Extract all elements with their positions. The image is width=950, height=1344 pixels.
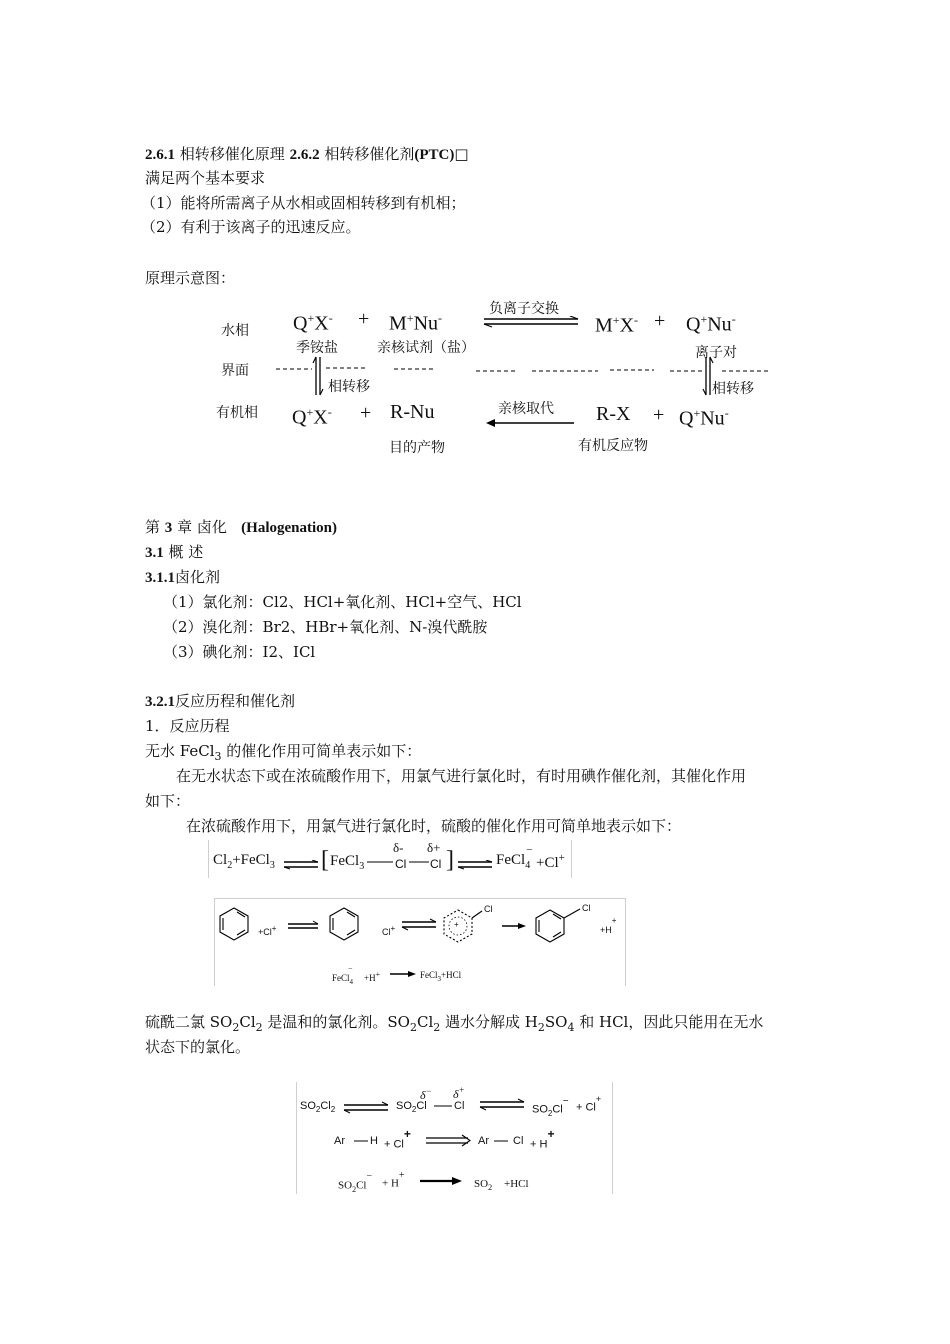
equation-fecl3-activation: [208, 840, 572, 878]
hcl-product: +HCl: [504, 1178, 529, 1190]
proton-r3: + H+: [382, 1170, 405, 1190]
complex-fecl3: FeCl$_3$: [330, 853, 365, 872]
anion-exchange-label: 负离子交换: [489, 301, 559, 317]
equilibrium-arrow-exchange: [480, 316, 582, 328]
fecl3-intro: 无水 FeCl$_3$ 的催化作用可简单表示如下：: [145, 742, 422, 763]
row-label-water: 水相: [221, 323, 249, 339]
plus-sign: +: [358, 308, 370, 330]
mechanism-heading: 1．反应历程: [145, 717, 230, 735]
equilibrium-arrow: [282, 860, 320, 870]
product-ar: Ar: [478, 1135, 489, 1147]
arene-ar: Ar: [334, 1135, 345, 1147]
label-phase-transfer-right: 相转移: [712, 381, 754, 397]
water-salt-mx: M+X-: [595, 313, 639, 337]
halogenating-agent-chlorine: （1）氯化剂：Cl2、HCl+氧化剂、HCl+空气、HCl: [163, 593, 522, 611]
ptc-requirement-1: （1）能将所需离子从水相或固相转移到有机相；: [141, 194, 466, 212]
so2cl-anion: $SO_2Cl^-$: [532, 1096, 569, 1118]
product-cl: Cl: [513, 1135, 524, 1147]
sec261-number: 2.6.1: [145, 147, 175, 163]
row-label-interface: 界面: [221, 363, 249, 379]
regen-proton: +H+: [364, 970, 381, 983]
so2cl-anion-r3: $SO_2Cl^-$: [338, 1171, 373, 1194]
ptc-requirement-2: （2）有利于该离子的迅速反应。: [141, 218, 361, 236]
delta-minus: δ-: [393, 840, 404, 855]
water-ion-pair: Q+Nu-: [686, 312, 736, 336]
regen-fecl4: FeCl$_4$−: [332, 964, 354, 986]
chlorobenzene-cl: Cl: [582, 903, 591, 913]
organic-ion-pair: Q+Nu-: [679, 406, 729, 430]
label-organic-reactant: 有机反应物: [578, 438, 648, 454]
bracket-open: [: [321, 847, 329, 873]
complex-cl-b: Cl: [430, 857, 442, 871]
equilibrium-arrow: [456, 860, 494, 870]
section-3-1-1: 3.1.1卤化剂: [145, 568, 221, 586]
polarized-so2cl: $SO_2Cl$: [396, 1100, 427, 1115]
chloronium-cation: +Cl+: [536, 852, 565, 871]
regen-products: FeCl$_3$+HCl: [420, 970, 462, 983]
water-nucleophile-salt: M+Nu-: [389, 311, 443, 335]
organic-reactant: R-X: [596, 403, 631, 425]
ptc-diagram: [0, 0, 950, 470]
label-target-product: 目的产物: [389, 440, 445, 456]
label-phase-transfer-left: 相转移: [328, 379, 370, 395]
water-quat-salt: Q+X-: [293, 311, 333, 335]
plus-sign: +: [654, 310, 666, 332]
so2-product: $SO_2$: [474, 1178, 493, 1193]
label-quat-salt: 季铵盐: [296, 340, 338, 356]
delta-plus: δ+: [453, 1085, 465, 1101]
arene-h: H: [370, 1135, 378, 1147]
label-nucleophile: 亲核试剂（盐）: [377, 340, 475, 356]
proton-released: +H+: [600, 916, 617, 935]
ptc-abbrev: (PTC): [414, 147, 455, 163]
benzene-ring: [220, 908, 248, 940]
bracket-close: ]: [446, 847, 454, 873]
section-3-1: 3.1 概 述: [145, 543, 204, 561]
organic-product: R-Nu: [390, 401, 435, 423]
diagram-title: 原理示意图：: [145, 269, 236, 287]
so2cl2-reagent: $SO_2Cl_2$: [300, 1100, 336, 1115]
plus-sign: +: [360, 402, 372, 424]
row-label-organic: 有机相: [216, 405, 258, 421]
equation-benzene-chlorination: [214, 898, 626, 986]
plus-proton: + H+: [530, 1127, 555, 1151]
chapter-heading: 第 3 章 卤化 (Halogenation): [145, 518, 338, 536]
iodine-catalyst-para-2: 如下：: [145, 792, 191, 810]
ptc-suffix: □: [454, 145, 469, 163]
h2so4-catalyst-para: 在浓硫酸作用下，用氯气进行氯化时，硫酸的催化作用可简单地表示如下：: [186, 817, 682, 835]
delta-plus: δ+: [427, 840, 441, 855]
plus-sign: +: [653, 404, 665, 426]
sigma-complex-cl: Cl: [484, 904, 493, 914]
delta-minus: δ−: [420, 1086, 432, 1102]
cl2-plus-fecl3: $Cl_2+FeCl_3$: [213, 852, 275, 871]
organic-quat-salt: Q+X-: [292, 405, 332, 429]
complex-cl-a: Cl: [395, 857, 407, 871]
nucleophilic-substitution-label: 亲核取代: [498, 401, 554, 417]
halogenating-agent-iodine: （3）碘化剂：I2、ICl: [163, 643, 316, 661]
so2cl2-para-2: 状态下的氯化。: [145, 1038, 251, 1056]
ptc-intro: 满足两个基本要求: [145, 169, 266, 187]
chloronium-cation: + Cl+: [576, 1094, 602, 1114]
sigma-complex-charge: +: [454, 920, 459, 929]
chloronium-reagent: +Cl+: [258, 924, 277, 937]
fecl4-anion: FeCl − $_4$: [496, 844, 533, 871]
so2cl2-para-1: 硫酰二氯 $SO_2Cl_2$ 是温和的氯化剂。$SO_2Cl_2$ 遇水分解成 $H_2SO_4$ 和 HCl，因此只能用在无水: [145, 1013, 764, 1034]
equation-so2cl2-mechanism: [296, 1082, 613, 1194]
polarized-cl: Cl: [454, 1100, 465, 1112]
iodine-catalyst-para-1: 在无水状态下或在浓硫酸作用下，用氯气进行氯化时，有时用碘作催化剂，其催化作用: [176, 767, 747, 785]
section-3-2-1: 3.2.1反应历程和催化剂: [145, 692, 296, 710]
sec261-title: 相转移催化原理: [179, 145, 285, 163]
label-ion-pair: 离子对: [695, 345, 737, 361]
sec262-title: 相转移催化剂: [324, 145, 415, 163]
pi-complex-cl: Cl+: [382, 924, 396, 937]
reaction-arrow-substitution: [486, 418, 576, 428]
halogenating-agent-bromine: （2）溴化剂：Br2、HBr+氧化剂、N-溴代酰胺: [163, 618, 488, 636]
sec262-number: 2.6.2: [289, 147, 320, 163]
plus-chloronium: + Cl+: [384, 1127, 411, 1151]
